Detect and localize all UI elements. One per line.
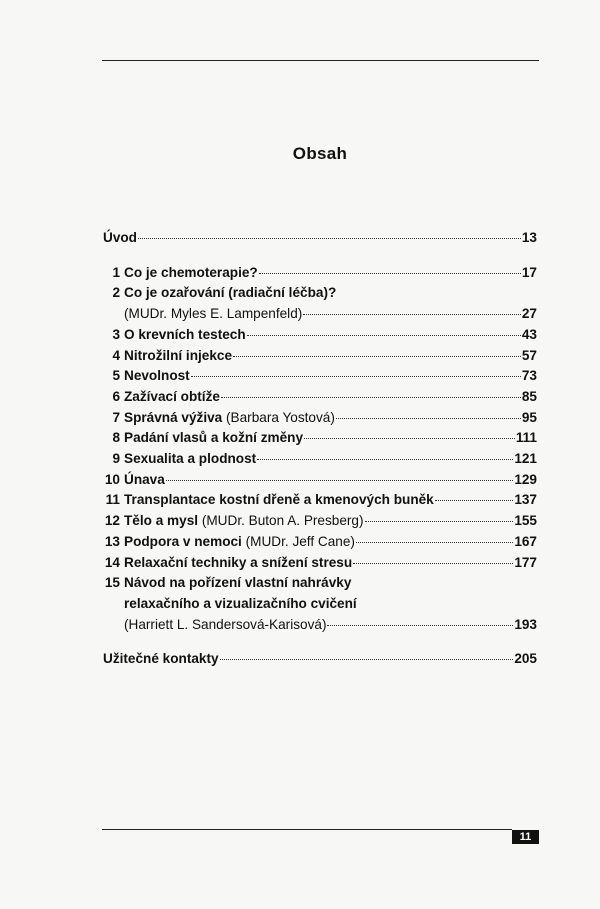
- dot-leader: [356, 542, 513, 543]
- toc-entry-text: [124, 553, 352, 574]
- toc-entry-page: 73: [521, 368, 537, 384]
- toc-entry[interactable]: [103, 553, 537, 574]
- chapter-number: 6: [112, 388, 120, 404]
- dot-leader: [303, 314, 521, 315]
- chapter-number: 2: [112, 285, 120, 301]
- toc-entry-label: relaxačního a vizualizačního cvičení: [124, 595, 357, 611]
- dot-leader: [327, 625, 513, 626]
- toc-entry-page: 27: [521, 306, 537, 322]
- toc-entry-text: [124, 428, 303, 449]
- toc-entry[interactable]: [103, 408, 537, 429]
- toc-entry-text: [124, 366, 190, 387]
- toc-entry-label: Tělo a mysl: [124, 513, 199, 529]
- toc-entry-label: Návod na pořízení vlastní nahrávky: [124, 575, 352, 591]
- toc-entry-text: [124, 325, 246, 346]
- toc-entry-text: [124, 263, 258, 284]
- toc-entry[interactable]: [103, 325, 537, 346]
- bottom-rule: [102, 829, 512, 830]
- toc-entry-text: [124, 470, 165, 491]
- chapter-number: 15: [104, 575, 120, 591]
- toc-entry[interactable]: [103, 449, 537, 470]
- page-number: 11: [512, 830, 539, 844]
- toc-entry-page: 137: [514, 492, 537, 508]
- toc-entry-text: [124, 532, 355, 553]
- dot-leader: [435, 500, 514, 501]
- chapter-number: 9: [112, 451, 120, 467]
- toc-entry[interactable]: [103, 366, 537, 387]
- dot-leader: [259, 273, 521, 274]
- toc-entry[interactable]: [103, 490, 537, 511]
- toc-entry-text: [124, 490, 434, 511]
- top-rule: [102, 60, 539, 61]
- toc-entry-text: [124, 594, 357, 615]
- dot-leader: [220, 659, 514, 660]
- toc-entry-page: 155: [514, 513, 537, 529]
- dot-leader: [138, 238, 521, 239]
- toc-entry-text: [124, 304, 302, 325]
- toc-entry-label: Úvod: [103, 230, 137, 245]
- chapter-number: 12: [104, 513, 120, 529]
- toc-entry[interactable]: [103, 615, 537, 636]
- chapter-number: 14: [104, 554, 120, 570]
- toc-entry-text: [124, 408, 335, 429]
- toc-entry-label: Podpora v nemoci: [124, 533, 242, 549]
- toc-entry-author: (MUDr. Jeff Cane): [245, 533, 355, 549]
- chapter-number: 13: [104, 533, 120, 549]
- toc-entry[interactable]: [103, 594, 537, 615]
- toc-entry[interactable]: [103, 304, 537, 325]
- toc-entry-page: 205: [514, 651, 537, 667]
- toc-entry-page: 13: [521, 230, 537, 245]
- dot-leader: [304, 438, 515, 439]
- toc-entry-text: [124, 387, 220, 408]
- toc-entry-page: 17: [521, 264, 537, 280]
- toc-entry-page: 95: [521, 409, 537, 425]
- toc-entry-text: [124, 283, 336, 304]
- toc-entry-text: [124, 346, 232, 367]
- chapter-number: 7: [112, 409, 120, 425]
- chapter-number: 10: [104, 471, 120, 487]
- chapter-number: 5: [112, 368, 120, 384]
- toc-entry-label: Co je chemoterapie?: [124, 264, 258, 280]
- toc-entry-label: Transplantace kostní dřeně a kmenových buněk: [124, 492, 434, 508]
- toc-entry[interactable]: [103, 573, 537, 594]
- toc-entry-page: 111: [515, 430, 537, 446]
- chapter-number: 8: [112, 430, 120, 446]
- chapter-number: 11: [105, 492, 120, 508]
- table-of-contents: [103, 228, 537, 670]
- dot-leader: [191, 376, 521, 377]
- toc-entry-page: 121: [514, 451, 537, 467]
- toc-entry-label: Nevolnost: [124, 368, 190, 384]
- dot-leader: [257, 459, 513, 460]
- toc-entry[interactable]: [103, 387, 537, 408]
- chapter-number: 1: [112, 264, 120, 280]
- dot-leader: [353, 563, 513, 564]
- toc-entry-label: Užitečné kontakty: [103, 651, 219, 667]
- dot-leader: [336, 418, 521, 419]
- toc-entry-text: [124, 615, 326, 636]
- toc-entry-label: Správná výživa: [124, 409, 223, 425]
- toc-entry[interactable]: [103, 511, 537, 532]
- toc-entry-label: Relaxační techniky a snížení stresu: [124, 554, 353, 570]
- toc-entry-label: Zažívací obtíže: [124, 388, 220, 404]
- toc-entry-text: [124, 449, 256, 470]
- toc-entry-contacts[interactable]: [103, 649, 537, 670]
- dot-leader: [247, 335, 521, 336]
- toc-entry-label: Únava: [124, 471, 165, 487]
- toc-entry-author: (MUDr. Myles E. Lampenfeld): [124, 306, 303, 322]
- toc-entry-page: 57: [521, 347, 537, 363]
- toc-entry-page: 129: [514, 471, 537, 487]
- toc-entry-label: O krevních testech: [124, 326, 246, 342]
- toc-entry-author: (Harriett L. Sandersová-Karisová): [124, 616, 327, 632]
- toc-entry-page: 167: [514, 533, 537, 549]
- toc-entry-label: Co je ozařování (radiační léčba)?: [124, 285, 337, 301]
- toc-entry-text: [124, 573, 351, 594]
- dot-leader: [166, 480, 514, 481]
- toc-entry-author: (MUDr. Buton A. Presberg): [201, 513, 364, 529]
- toc-entry-page: 177: [514, 554, 537, 570]
- dot-leader: [365, 521, 514, 522]
- toc-entry[interactable]: [103, 263, 537, 284]
- chapter-number: 3: [112, 326, 120, 342]
- toc-entry[interactable]: [103, 470, 537, 491]
- toc-entry[interactable]: [103, 346, 537, 367]
- toc-entry-author: (Barbara Yostová): [226, 409, 335, 425]
- toc-entry-page: 85: [521, 388, 537, 404]
- toc-entry[interactable]: [103, 428, 537, 449]
- toc-entry-label: Sexualita a plodnost: [124, 451, 257, 467]
- toc-entry-page: 43: [521, 326, 537, 342]
- dot-leader: [221, 397, 521, 398]
- chapter-list: [103, 263, 537, 636]
- toc-entry-page: 193: [514, 616, 537, 632]
- toc-entry-label: Nitrožilní injekce: [124, 347, 233, 363]
- toc-entry[interactable]: [103, 532, 537, 553]
- toc-entry[interactable]: [103, 283, 537, 304]
- dot-leader: [233, 356, 521, 357]
- page-title: Obsah: [292, 144, 348, 163]
- toc-entry-label: Padání vlasů a kožní změny: [124, 430, 304, 446]
- chapter-number: 4: [112, 347, 120, 363]
- toc-entry-text: [124, 511, 364, 532]
- toc-entry-intro[interactable]: [103, 228, 537, 249]
